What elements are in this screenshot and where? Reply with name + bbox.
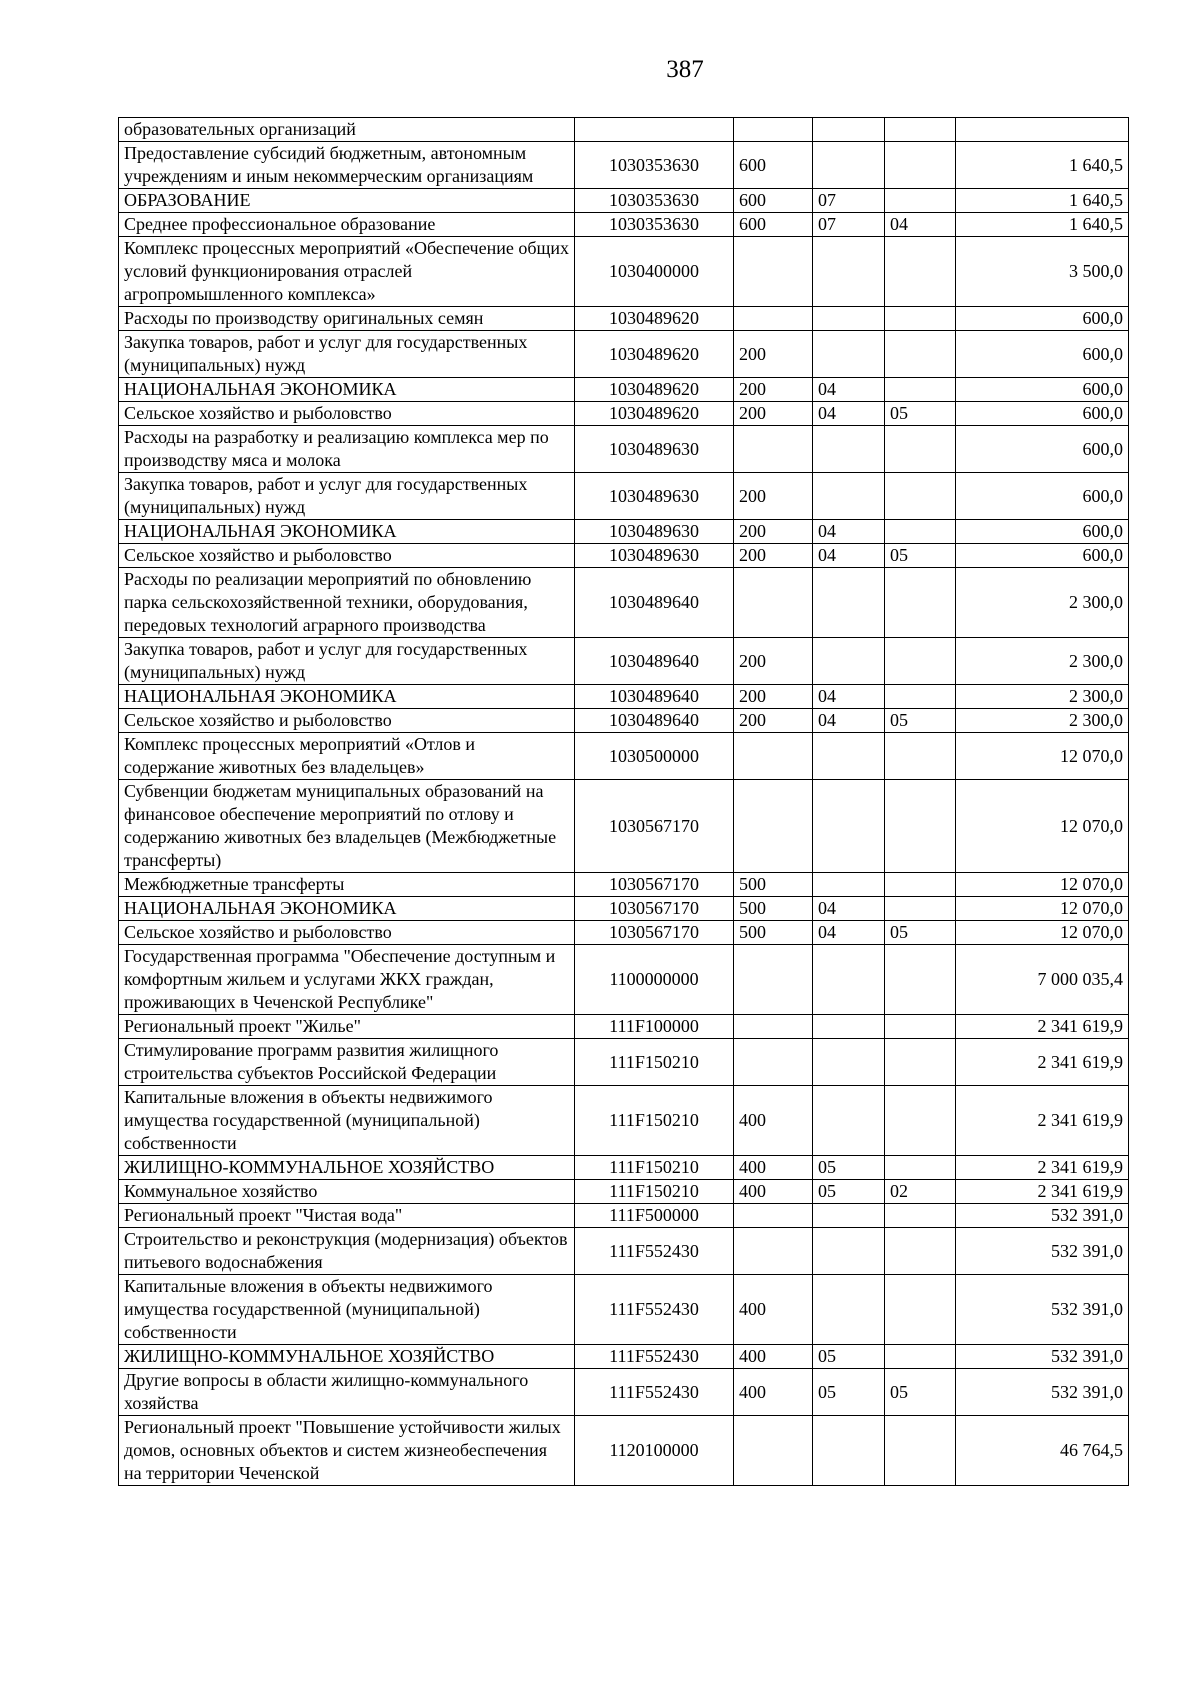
- section-code-cell: [813, 1275, 885, 1345]
- section-code-cell: 07: [813, 213, 885, 237]
- expense-type-code-cell: 600: [734, 213, 813, 237]
- table-row: [119, 733, 1129, 780]
- target-article-code-cell: 1030489630: [575, 473, 734, 520]
- target-article-code-cell: 1030353630: [575, 189, 734, 213]
- amount-cell: [956, 118, 1129, 142]
- row-name-cell: Региональный проект "Жилье": [119, 1015, 575, 1039]
- section-code-cell: [813, 1228, 885, 1275]
- expense-type-code-cell: [734, 1416, 813, 1486]
- table-row: [119, 780, 1129, 873]
- page-number: 387: [666, 56, 704, 83]
- target-article-code-cell: 111F150210: [575, 1039, 734, 1086]
- table-row: [119, 189, 1129, 213]
- amount-cell: 532 391,0: [956, 1275, 1129, 1345]
- amount-cell: 2 341 619,9: [956, 1015, 1129, 1039]
- subsection-code-cell: 05: [885, 402, 956, 426]
- section-code-cell: [813, 1086, 885, 1156]
- row-name-cell: Сельское хозяйство и рыболовство: [119, 709, 575, 733]
- amount-cell: 532 391,0: [956, 1345, 1129, 1369]
- row-name-cell: Капитальные вложения в объекты недвижимого имущества государственной (муниципальной) собственности: [119, 1086, 575, 1156]
- section-code-cell: [813, 307, 885, 331]
- expense-type-code-cell: 200: [734, 685, 813, 709]
- amount-cell: 2 300,0: [956, 638, 1129, 685]
- expense-type-code-cell: 500: [734, 873, 813, 897]
- amount-cell: 600,0: [956, 544, 1129, 568]
- section-code-cell: [813, 118, 885, 142]
- amount-cell: 2 300,0: [956, 709, 1129, 733]
- expense-type-code-cell: 200: [734, 709, 813, 733]
- section-code-cell: [813, 568, 885, 638]
- target-article-code-cell: 1030489640: [575, 568, 734, 638]
- section-code-cell: [813, 780, 885, 873]
- table-row: [119, 473, 1129, 520]
- expense-type-code-cell: [734, 1015, 813, 1039]
- table-row: [119, 1416, 1129, 1486]
- row-name-cell: Коммунальное хозяйство: [119, 1180, 575, 1204]
- row-name-cell: Сельское хозяйство и рыболовство: [119, 544, 575, 568]
- amount-cell: 12 070,0: [956, 897, 1129, 921]
- table-row: [119, 873, 1129, 897]
- target-article-code-cell: 111F552430: [575, 1275, 734, 1345]
- table-row: [119, 142, 1129, 189]
- target-article-code-cell: 1030489620: [575, 331, 734, 378]
- expense-type-code-cell: 500: [734, 921, 813, 945]
- target-article-code-cell: 1030567170: [575, 897, 734, 921]
- amount-cell: 1 640,5: [956, 213, 1129, 237]
- target-article-code-cell: 1030400000: [575, 237, 734, 307]
- target-article-code-cell: 111F100000: [575, 1015, 734, 1039]
- table-row: [119, 213, 1129, 237]
- subsection-code-cell: 04: [885, 213, 956, 237]
- amount-cell: 12 070,0: [956, 873, 1129, 897]
- target-article-code-cell: 111F150210: [575, 1180, 734, 1204]
- amount-cell: 12 070,0: [956, 921, 1129, 945]
- expense-type-code-cell: 400: [734, 1369, 813, 1416]
- expense-type-code-cell: [734, 237, 813, 307]
- row-name-cell: Государственная программа "Обеспечение доступным и комфортным жильем и услугами ЖКХ граждан, проживающих в Чеченской Республике": [119, 945, 575, 1015]
- amount-cell: 532 391,0: [956, 1369, 1129, 1416]
- section-code-cell: [813, 426, 885, 473]
- expense-type-code-cell: 400: [734, 1180, 813, 1204]
- table-row: [119, 1345, 1129, 1369]
- table-row: [119, 1228, 1129, 1275]
- expense-type-code-cell: [734, 1039, 813, 1086]
- amount-cell: 1 640,5: [956, 142, 1129, 189]
- expense-type-code-cell: 600: [734, 189, 813, 213]
- row-name-cell: Комплекс процессных мероприятий «Отлов и содержание животных без владельцев»: [119, 733, 575, 780]
- table-row: [119, 1180, 1129, 1204]
- table-row: [119, 1015, 1129, 1039]
- amount-cell: 600,0: [956, 426, 1129, 473]
- target-article-code-cell: 1030489620: [575, 378, 734, 402]
- row-name-cell: Расходы по производству оригинальных семян: [119, 307, 575, 331]
- budget-table-body: [119, 118, 1129, 1486]
- amount-cell: 3 500,0: [956, 237, 1129, 307]
- target-article-code-cell: 111F552430: [575, 1228, 734, 1275]
- expense-type-code-cell: [734, 780, 813, 873]
- target-article-code-cell: 1030500000: [575, 733, 734, 780]
- subsection-code-cell: [885, 1204, 956, 1228]
- amount-cell: 2 341 619,9: [956, 1039, 1129, 1086]
- target-article-code-cell: 111F552430: [575, 1345, 734, 1369]
- subsection-code-cell: [885, 142, 956, 189]
- subsection-code-cell: [885, 1086, 956, 1156]
- section-code-cell: 05: [813, 1180, 885, 1204]
- row-name-cell: Комплекс процессных мероприятий «Обеспечение общих условий функционирования отраслей агропромышленного комплекса»: [119, 237, 575, 307]
- amount-cell: 12 070,0: [956, 733, 1129, 780]
- table-row: [119, 1039, 1129, 1086]
- section-code-cell: 04: [813, 520, 885, 544]
- subsection-code-cell: [885, 685, 956, 709]
- row-name-cell: НАЦИОНАЛЬНАЯ ЭКОНОМИКА: [119, 685, 575, 709]
- subsection-code-cell: [885, 638, 956, 685]
- table-row: [119, 1086, 1129, 1156]
- expense-type-code-cell: 200: [734, 378, 813, 402]
- subsection-code-cell: 05: [885, 709, 956, 733]
- target-article-code-cell: 1030489630: [575, 426, 734, 473]
- table-row: [119, 685, 1129, 709]
- target-article-code-cell: 1030489640: [575, 709, 734, 733]
- expense-type-code-cell: 400: [734, 1156, 813, 1180]
- expense-type-code-cell: [734, 1204, 813, 1228]
- row-name-cell: Сельское хозяйство и рыболовство: [119, 921, 575, 945]
- row-name-cell: Предоставление субсидий бюджетным, автономным учреждениям и иным некоммерческим организациям: [119, 142, 575, 189]
- amount-cell: 600,0: [956, 307, 1129, 331]
- expense-type-code-cell: 200: [734, 520, 813, 544]
- table-row: [119, 897, 1129, 921]
- section-code-cell: [813, 1416, 885, 1486]
- target-article-code-cell: 111F150210: [575, 1156, 734, 1180]
- target-article-code-cell: 1030489640: [575, 638, 734, 685]
- table-row: [119, 1369, 1129, 1416]
- expense-type-code-cell: [734, 1228, 813, 1275]
- target-article-code-cell: 1030567170: [575, 873, 734, 897]
- amount-cell: 600,0: [956, 331, 1129, 378]
- row-name-cell: Закупка товаров, работ и услуг для государственных (муниципальных) нужд: [119, 473, 575, 520]
- section-code-cell: [813, 237, 885, 307]
- section-code-cell: [813, 1204, 885, 1228]
- target-article-code-cell: 1120100000: [575, 1416, 734, 1486]
- subsection-code-cell: [885, 780, 956, 873]
- amount-cell: 532 391,0: [956, 1204, 1129, 1228]
- table-row: [119, 118, 1129, 142]
- row-name-cell: Расходы на разработку и реализацию комплекса мер по производству мяса и молока: [119, 426, 575, 473]
- section-code-cell: 04: [813, 921, 885, 945]
- section-code-cell: 07: [813, 189, 885, 213]
- row-name-cell: ЖИЛИЩНО-КОММУНАЛЬНОЕ ХОЗЯЙСТВО: [119, 1156, 575, 1180]
- section-code-cell: 04: [813, 685, 885, 709]
- target-article-code-cell: 1030489630: [575, 520, 734, 544]
- table-row: [119, 426, 1129, 473]
- target-article-code-cell: [575, 118, 734, 142]
- target-article-code-cell: 1030567170: [575, 780, 734, 873]
- expense-type-code-cell: 600: [734, 142, 813, 189]
- target-article-code-cell: 1030489640: [575, 685, 734, 709]
- target-article-code-cell: 1030489630: [575, 544, 734, 568]
- subsection-code-cell: [885, 426, 956, 473]
- expense-type-code-cell: [734, 568, 813, 638]
- amount-cell: 2 300,0: [956, 685, 1129, 709]
- target-article-code-cell: 111F552430: [575, 1369, 734, 1416]
- expense-type-code-cell: [734, 118, 813, 142]
- subsection-code-cell: [885, 1015, 956, 1039]
- row-name-cell: Закупка товаров, работ и услуг для государственных (муниципальных) нужд: [119, 638, 575, 685]
- row-name-cell: Региональный проект "Чистая вода": [119, 1204, 575, 1228]
- subsection-code-cell: 05: [885, 544, 956, 568]
- row-name-cell: образовательных организаций: [119, 118, 575, 142]
- subsection-code-cell: 05: [885, 921, 956, 945]
- target-article-code-cell: 1030353630: [575, 213, 734, 237]
- section-code-cell: 05: [813, 1345, 885, 1369]
- section-code-cell: 04: [813, 378, 885, 402]
- subsection-code-cell: [885, 1156, 956, 1180]
- table-row: [119, 237, 1129, 307]
- subsection-code-cell: 02: [885, 1180, 956, 1204]
- expense-type-code-cell: [734, 733, 813, 780]
- amount-cell: 12 070,0: [956, 780, 1129, 873]
- subsection-code-cell: [885, 897, 956, 921]
- row-name-cell: Региональный проект "Повышение устойчивости жилых домов, основных объектов и систем жизнеобеспечения на территории Чеченской: [119, 1416, 575, 1486]
- subsection-code-cell: 05: [885, 1369, 956, 1416]
- subsection-code-cell: [885, 945, 956, 1015]
- target-article-code-cell: 111F150210: [575, 1086, 734, 1156]
- target-article-code-cell: 111F500000: [575, 1204, 734, 1228]
- budget-table: [118, 117, 1129, 1486]
- table-row: [119, 921, 1129, 945]
- expense-type-code-cell: [734, 945, 813, 1015]
- table-row: [119, 402, 1129, 426]
- table-row: [119, 520, 1129, 544]
- amount-cell: 600,0: [956, 402, 1129, 426]
- row-name-cell: Межбюджетные трансферты: [119, 873, 575, 897]
- amount-cell: 2 341 619,9: [956, 1086, 1129, 1156]
- row-name-cell: ОБРАЗОВАНИЕ: [119, 189, 575, 213]
- subsection-code-cell: [885, 520, 956, 544]
- subsection-code-cell: [885, 1228, 956, 1275]
- row-name-cell: НАЦИОНАЛЬНАЯ ЭКОНОМИКА: [119, 897, 575, 921]
- section-code-cell: 05: [813, 1369, 885, 1416]
- expense-type-code-cell: 200: [734, 638, 813, 685]
- amount-cell: 2 341 619,9: [956, 1180, 1129, 1204]
- section-code-cell: [813, 945, 885, 1015]
- section-code-cell: [813, 1039, 885, 1086]
- section-code-cell: [813, 1015, 885, 1039]
- section-code-cell: [813, 733, 885, 780]
- subsection-code-cell: [885, 1275, 956, 1345]
- row-name-cell: Сельское хозяйство и рыболовство: [119, 402, 575, 426]
- section-code-cell: 04: [813, 709, 885, 733]
- target-article-code-cell: 1030567170: [575, 921, 734, 945]
- table-row: [119, 1204, 1129, 1228]
- table-row: [119, 709, 1129, 733]
- table-row: [119, 544, 1129, 568]
- amount-cell: 1 640,5: [956, 189, 1129, 213]
- subsection-code-cell: [885, 189, 956, 213]
- amount-cell: 2 300,0: [956, 568, 1129, 638]
- table-row: [119, 568, 1129, 638]
- target-article-code-cell: 1100000000: [575, 945, 734, 1015]
- section-code-cell: 04: [813, 897, 885, 921]
- subsection-code-cell: [885, 237, 956, 307]
- row-name-cell: Закупка товаров, работ и услуг для государственных (муниципальных) нужд: [119, 331, 575, 378]
- expense-type-code-cell: 400: [734, 1345, 813, 1369]
- subsection-code-cell: [885, 1039, 956, 1086]
- subsection-code-cell: [885, 118, 956, 142]
- section-code-cell: [813, 142, 885, 189]
- amount-cell: 46 764,5: [956, 1416, 1129, 1486]
- row-name-cell: Стимулирование программ развития жилищного строительства субъектов Российской Федерации: [119, 1039, 575, 1086]
- expense-type-code-cell: 400: [734, 1275, 813, 1345]
- row-name-cell: ЖИЛИЩНО-КОММУНАЛЬНОЕ ХОЗЯЙСТВО: [119, 1345, 575, 1369]
- row-name-cell: НАЦИОНАЛЬНАЯ ЭКОНОМИКА: [119, 520, 575, 544]
- amount-cell: 7 000 035,4: [956, 945, 1129, 1015]
- subsection-code-cell: [885, 568, 956, 638]
- expense-type-code-cell: 500: [734, 897, 813, 921]
- section-code-cell: 04: [813, 402, 885, 426]
- table-row: [119, 638, 1129, 685]
- row-name-cell: НАЦИОНАЛЬНАЯ ЭКОНОМИКА: [119, 378, 575, 402]
- table-row: [119, 378, 1129, 402]
- table-row: [119, 1156, 1129, 1180]
- section-code-cell: [813, 638, 885, 685]
- subsection-code-cell: [885, 873, 956, 897]
- section-code-cell: [813, 331, 885, 378]
- expense-type-code-cell: 200: [734, 544, 813, 568]
- subsection-code-cell: [885, 473, 956, 520]
- table-row: [119, 331, 1129, 378]
- target-article-code-cell: 1030489620: [575, 307, 734, 331]
- table-row: [119, 945, 1129, 1015]
- expense-type-code-cell: 400: [734, 1086, 813, 1156]
- row-name-cell: Субвенции бюджетам муниципальных образований на финансовое обеспечение мероприятий по отлову и содержанию животных без владельцев (Межбюджетные трансферты): [119, 780, 575, 873]
- row-name-cell: Строительство и реконструкция (модернизация) объектов питьевого водоснабжения: [119, 1228, 575, 1275]
- section-code-cell: 04: [813, 544, 885, 568]
- subsection-code-cell: [885, 1345, 956, 1369]
- expense-type-code-cell: 200: [734, 402, 813, 426]
- subsection-code-cell: [885, 733, 956, 780]
- table-row: [119, 307, 1129, 331]
- target-article-code-cell: 1030353630: [575, 142, 734, 189]
- amount-cell: 600,0: [956, 378, 1129, 402]
- expense-type-code-cell: 200: [734, 473, 813, 520]
- section-code-cell: [813, 873, 885, 897]
- amount-cell: 600,0: [956, 473, 1129, 520]
- expense-type-code-cell: [734, 426, 813, 473]
- amount-cell: 532 391,0: [956, 1228, 1129, 1275]
- row-name-cell: Расходы по реализации мероприятий по обновлению парка сельскохозяйственной техники, оборудования, передовых технологий аграрного производства: [119, 568, 575, 638]
- expense-type-code-cell: 200: [734, 331, 813, 378]
- row-name-cell: Капитальные вложения в объекты недвижимого имущества государственной (муниципальной) собственности: [119, 1275, 575, 1345]
- subsection-code-cell: [885, 331, 956, 378]
- row-name-cell: Другие вопросы в области жилищно-коммунального хозяйства: [119, 1369, 575, 1416]
- subsection-code-cell: [885, 1416, 956, 1486]
- section-code-cell: [813, 473, 885, 520]
- table-row: [119, 1275, 1129, 1345]
- amount-cell: 2 341 619,9: [956, 1156, 1129, 1180]
- subsection-code-cell: [885, 307, 956, 331]
- section-code-cell: 05: [813, 1156, 885, 1180]
- amount-cell: 600,0: [956, 520, 1129, 544]
- target-article-code-cell: 1030489620: [575, 402, 734, 426]
- subsection-code-cell: [885, 378, 956, 402]
- row-name-cell: Среднее профессиональное образование: [119, 213, 575, 237]
- expense-type-code-cell: [734, 307, 813, 331]
